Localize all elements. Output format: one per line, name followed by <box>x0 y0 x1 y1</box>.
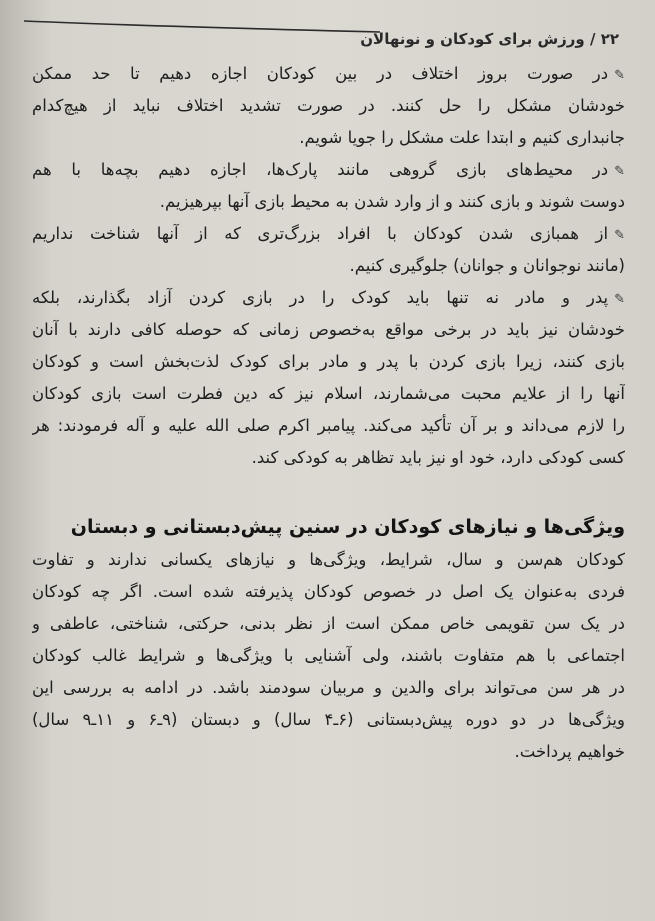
line-text: بازی کنند، زیرا بازی کردن با پدر و مادر برای کودک لذت‌بخش است و کودکان <box>32 352 625 371</box>
text-line: اجتماعی با هم متفاوت باشند، ولی آشنایی با ویژگی‌ها و شرایط غالب کودکان <box>32 646 625 665</box>
line-text: پدر و مادر نه تنها باید کودک را در بازی کردن آزاد بگذارند، بلکه <box>32 288 609 307</box>
line-text: دوست شوند و بازی کنند و از وارد شدن به محیط بازی آنها بپرهیزیم. <box>159 192 625 211</box>
bullet-list <box>32 58 625 474</box>
line-text: در صورت بروز اختلاف در بین کودکان اجازه دهیم تا حد ممکن <box>32 64 609 83</box>
text-line: در یک سن تقویمی خاص ممکن است از نظر بدنی، حرکتی، شناختی، عاطفی و <box>32 614 625 633</box>
pen-bullet-icon: ✎ <box>614 68 625 83</box>
text-line <box>32 90 625 122</box>
line-text: (مانند نوجوانان و جوانان) جلوگیری کنیم. <box>349 256 625 275</box>
line-text: آنها را از علایم محبت می‌شمارند، اسلام نیز که دین فطرت است بازی کودکان <box>32 384 625 403</box>
bullet-paragraph <box>32 218 625 282</box>
header-rule <box>22 18 382 34</box>
bullet-paragraph <box>32 154 625 218</box>
running-head: ۲۲ / ورزش برای کودکان و نونهالان <box>360 30 619 48</box>
section-paragraph <box>32 544 625 768</box>
text-line <box>32 250 625 282</box>
text-line: در هر سن می‌تواند برای والدین و مربیان سودمند باشد. در ادامه به بررسی این <box>32 678 625 697</box>
text-line <box>32 218 625 250</box>
line-text: در محیط‌های بازی گروهی مانند پارک‌ها، اجازه دهیم بچه‌ها با هم <box>32 160 609 179</box>
page-body <box>32 58 625 768</box>
line-text: جانبداری کنیم و ابتدا علت مشکل را جویا شویم. <box>299 128 625 147</box>
line-text: را لازم می‌داند و بر آن تأکید می‌کند. پیامبر اکرم صلی الله علیه و آله فرمودند: هر <box>32 416 625 435</box>
text-line <box>32 122 625 154</box>
bullet-paragraph <box>32 282 625 474</box>
text-line <box>32 442 625 474</box>
text-line: خواهیم پرداخت. <box>514 742 625 761</box>
text-line <box>32 186 625 218</box>
text-line <box>32 314 625 346</box>
pen-bullet-icon: ✎ <box>614 228 625 243</box>
text-line: ویژگی‌ها در دو دوره پیش‌دبستانی (۶ـ۴ سال) و دبستان (۹ـ۶ و ۱۱ـ۹ سال) <box>32 710 625 729</box>
text-line <box>32 346 625 378</box>
pen-bullet-icon: ✎ <box>614 164 625 179</box>
text-line <box>32 378 625 410</box>
text-line: کودکان هم‌سن و سال، شرایط، ویژگی‌ها و نیازهای یکسانی ندارند و تفاوت <box>32 550 625 569</box>
text-line <box>32 282 625 314</box>
pen-bullet-icon: ✎ <box>614 292 625 307</box>
text-line <box>32 58 625 90</box>
text-line <box>32 410 625 442</box>
text-line: فردی به‌عنوان یک اصل در خصوص کودکان پذیرفته شده است. اگر چه کودکان <box>32 582 625 601</box>
line-text: از همبازی شدن کودکان با افراد بزرگ‌تری که از آنها شناخت نداریم <box>32 224 609 243</box>
line-text: خودشان مشکل را حل کنند. در صورت تشدید اختلاف نباید از هیچ‌کدام <box>32 96 625 115</box>
line-text: کسی کودکی دارد، خود او نیز باید تظاهر به کودکی کند. <box>251 448 625 467</box>
text-line <box>32 154 625 186</box>
line-text: خودشان نیز باید در برخی مواقع به‌خصوص زمانی که حوصله کافی دارند با آنان <box>32 320 625 339</box>
bullet-paragraph <box>32 58 625 154</box>
section-heading: ویژگی‌ها و نیازهای کودکان در سنین پیش‌دبستانی و دبستان <box>70 516 625 538</box>
